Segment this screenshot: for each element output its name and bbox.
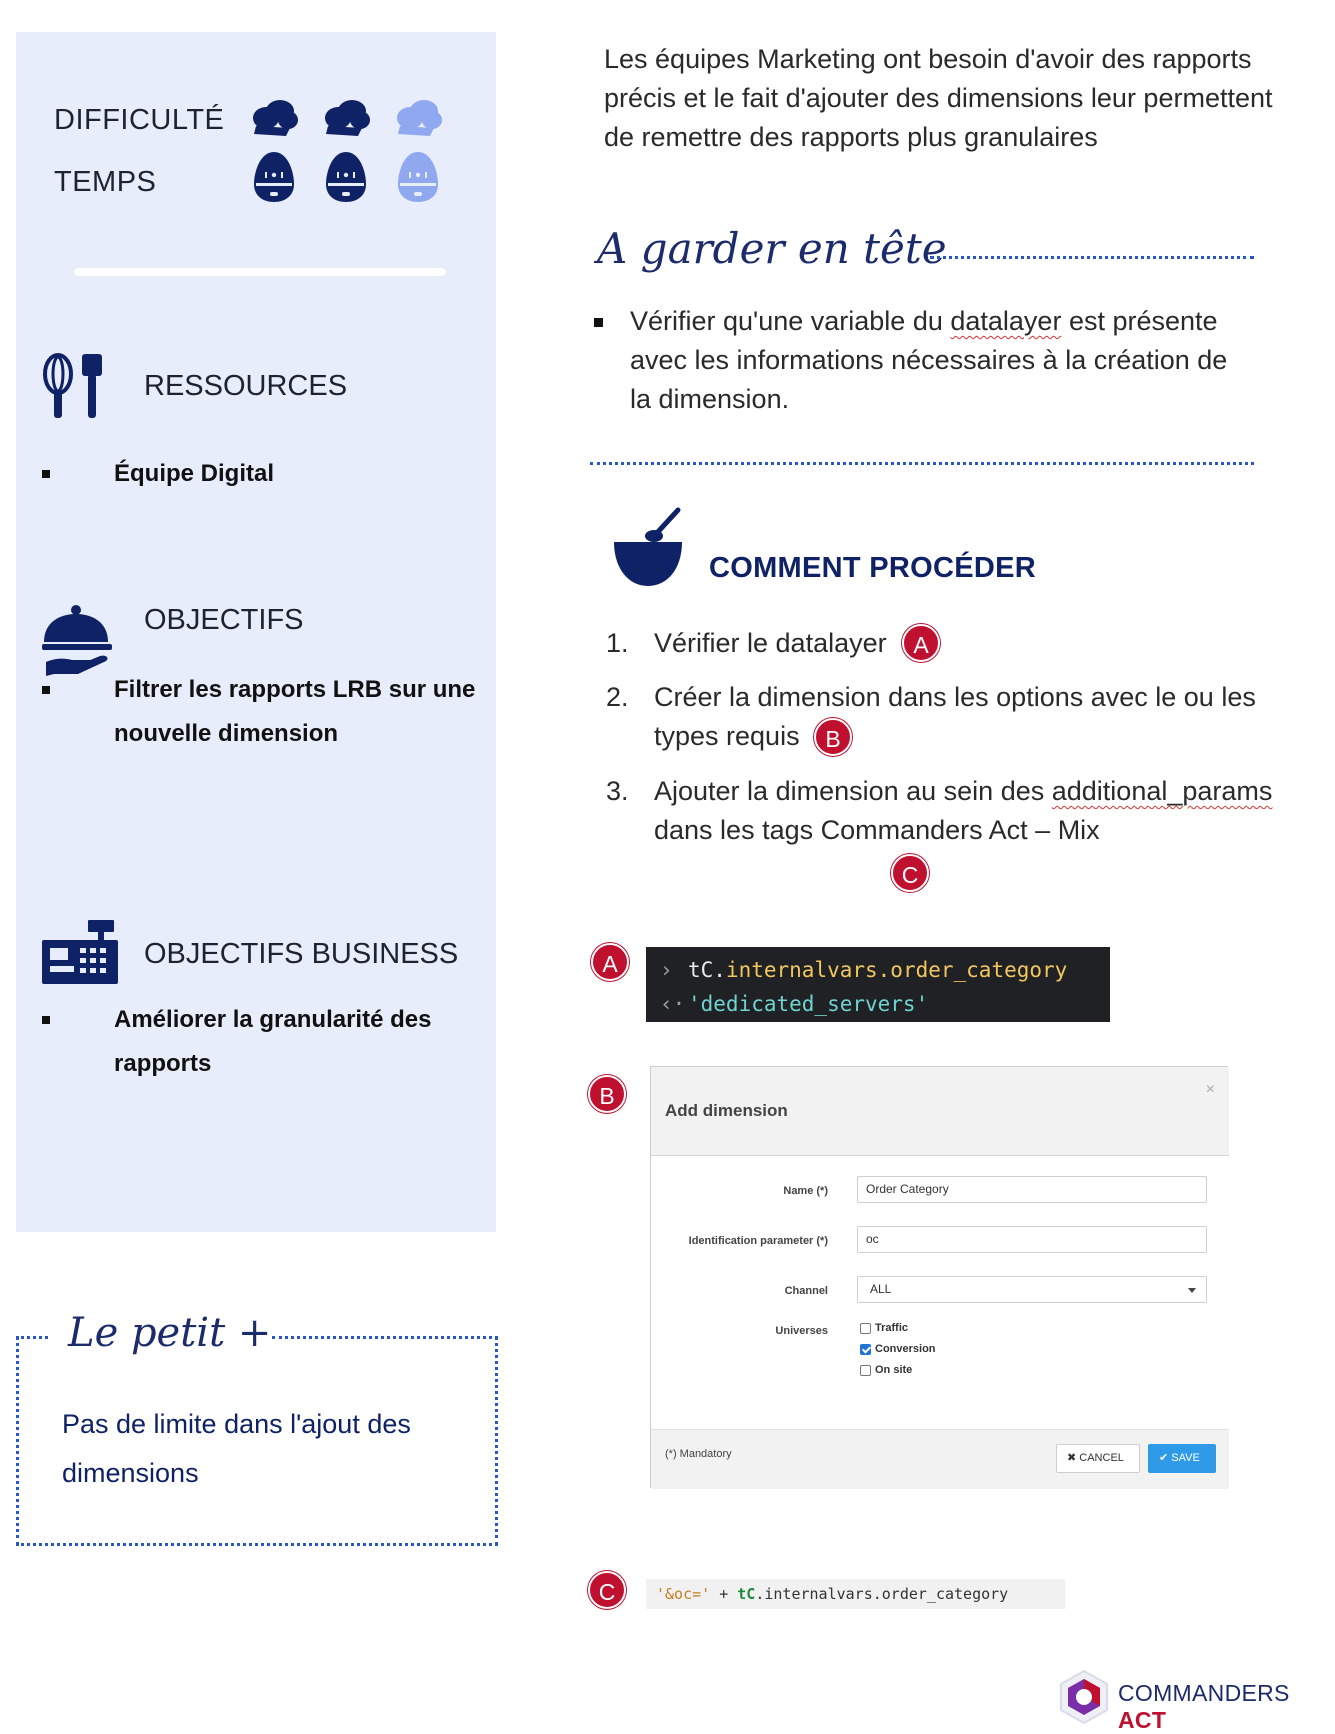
resources-title: RESSOURCES bbox=[144, 370, 348, 402]
checkbox-label: Conversion bbox=[875, 1343, 936, 1355]
mixing-bowl-icon bbox=[612, 506, 684, 588]
code-object: tC bbox=[737, 1585, 756, 1603]
bullet-marker bbox=[42, 1016, 50, 1024]
objectives-title: OBJECTIFS bbox=[144, 604, 304, 636]
universe-checkbox-onsite[interactable] bbox=[860, 1364, 912, 1376]
universe-checkbox-conversion[interactable] bbox=[860, 1343, 936, 1355]
difficulty-label: DIFFICULTÉ bbox=[54, 104, 225, 136]
step-badge: C bbox=[891, 854, 929, 892]
tip-text: Pas de limite dans l'ajout des dimensions bbox=[62, 1409, 411, 1488]
chef-hat-icon bbox=[322, 98, 372, 138]
console-output-prompt: ‹· bbox=[660, 992, 686, 1016]
checkbox[interactable] bbox=[860, 1365, 871, 1376]
business-item-text: Améliorer la granularité des rapports bbox=[114, 1006, 432, 1077]
resources-item-text: Équipe Digital bbox=[114, 460, 275, 487]
brand-name bbox=[1118, 1680, 1335, 1734]
dialog-header bbox=[651, 1067, 1229, 1156]
step-number: 3. bbox=[606, 776, 629, 806]
keep-text-start: Vérifier qu'une variable du bbox=[630, 306, 951, 336]
tip-title: Le petit + bbox=[68, 1310, 272, 1356]
code-operator: + bbox=[710, 1585, 738, 1603]
step-number: 2. bbox=[606, 682, 629, 712]
code-result: 'dedicated_servers' bbox=[688, 992, 929, 1016]
name-label: Name (*) bbox=[783, 1185, 828, 1197]
keep-in-mind-title: A garder en tête bbox=[597, 224, 947, 273]
tip-box-border bbox=[16, 1336, 48, 1339]
step-badge: A bbox=[902, 624, 940, 662]
step-text-end: dans les tags Commanders Act – Mix bbox=[654, 815, 1100, 845]
checkbox-label: On site bbox=[875, 1364, 913, 1376]
code-object: tC. bbox=[688, 958, 726, 982]
bullet-marker bbox=[42, 470, 50, 478]
chef-hat-icon bbox=[250, 98, 300, 138]
brand-name-bold: ACT bbox=[1118, 1707, 1167, 1733]
keep-in-mind-item bbox=[594, 302, 1254, 419]
intro-paragraph: Les équipes Marketing ont besoin d'avoir des rapports précis et le fait d'ajouter des dimensions leur permettent de remettre des rapports plus granulaires bbox=[604, 44, 1273, 152]
mandatory-note: (*) Mandatory bbox=[665, 1448, 732, 1460]
name-input[interactable]: Order Category bbox=[857, 1176, 1207, 1203]
time-rating bbox=[252, 150, 440, 204]
egg-timer-icon bbox=[324, 150, 368, 204]
objectives-item-text: Filtrer les rapports LRB sur une nouvelle dimension bbox=[114, 676, 476, 747]
add-dimension-dialog bbox=[650, 1066, 1228, 1488]
cancel-button[interactable]: ✖ CANCEL bbox=[1056, 1444, 1140, 1473]
egg-timer-icon bbox=[396, 150, 440, 204]
difficulty-rating bbox=[250, 98, 444, 138]
keep-text-word: datalayer bbox=[950, 306, 1062, 336]
time-label: TEMPS bbox=[54, 166, 157, 198]
commanders-act-logo-icon bbox=[1058, 1669, 1110, 1725]
step-number: 1. bbox=[606, 628, 629, 658]
section-divider bbox=[74, 268, 446, 276]
info-sidebar bbox=[16, 32, 496, 1232]
dotted-separator bbox=[590, 462, 1254, 465]
console-snippet bbox=[646, 947, 1110, 1022]
step-text: Créer la dimension dans les options avec le ou les types requis bbox=[654, 682, 1256, 751]
tip-box-border bbox=[272, 1336, 498, 1339]
code-property: internalvars.order_category bbox=[725, 958, 1068, 982]
how-to-title: COMMENT PROCÉDER bbox=[709, 552, 1037, 584]
chef-hat-icon bbox=[394, 98, 444, 138]
business-item bbox=[42, 998, 482, 1086]
channel-select-value: ALL bbox=[870, 1282, 892, 1296]
egg-timer-icon bbox=[252, 150, 296, 204]
identification-input[interactable]: oc bbox=[857, 1226, 1207, 1253]
step-text-word: additional_params bbox=[1051, 776, 1273, 806]
console-input-prompt: › bbox=[660, 958, 673, 982]
bullet-marker bbox=[42, 686, 50, 694]
snippet-badge: C bbox=[588, 1571, 626, 1609]
keep-text-end: est présente avec les informations nécessaires à la création de la dimension. bbox=[630, 306, 1228, 414]
channel-select[interactable] bbox=[857, 1276, 1207, 1303]
caret-down-icon bbox=[1188, 1288, 1196, 1293]
brand-name-regular: COMMANDERS bbox=[1118, 1680, 1290, 1706]
step-badge: B bbox=[814, 718, 852, 756]
objectives-item bbox=[42, 668, 482, 756]
snippet-badge: B bbox=[588, 1075, 626, 1113]
close-icon[interactable]: × bbox=[1205, 1081, 1215, 1098]
universes-label: Universes bbox=[775, 1325, 828, 1337]
code-string: '&oc=' bbox=[656, 1585, 711, 1603]
cash-register-icon bbox=[42, 920, 118, 984]
dialog-title: Add dimension bbox=[665, 1101, 788, 1120]
code-property: .internalvars.order_category bbox=[755, 1585, 1009, 1603]
channel-label: Channel bbox=[784, 1285, 828, 1297]
step-item bbox=[606, 772, 1286, 850]
serving-cloche-icon bbox=[42, 604, 116, 676]
step-text: Vérifier le datalayer bbox=[654, 628, 887, 658]
resources-item bbox=[42, 452, 482, 496]
checkbox-label: Traffic bbox=[875, 1322, 909, 1334]
whisk-spatula-icon bbox=[42, 354, 106, 420]
code-snippet bbox=[646, 1579, 1065, 1609]
checkbox[interactable] bbox=[860, 1323, 871, 1334]
step-text-start: Ajouter la dimension au sein des bbox=[654, 776, 1052, 806]
dialog-footer bbox=[651, 1429, 1229, 1489]
business-title: OBJECTIFS BUSINESS bbox=[144, 938, 459, 970]
identification-label: Identification parameter (*) bbox=[688, 1235, 828, 1247]
bullet-marker bbox=[594, 318, 603, 327]
dotted-separator bbox=[930, 256, 1254, 259]
snippet-badge: A bbox=[591, 943, 629, 981]
checkbox-checked[interactable] bbox=[860, 1344, 871, 1355]
save-button[interactable]: ✔ SAVE bbox=[1148, 1444, 1216, 1473]
universe-checkbox-traffic[interactable] bbox=[860, 1322, 908, 1334]
step-item bbox=[606, 678, 1286, 756]
